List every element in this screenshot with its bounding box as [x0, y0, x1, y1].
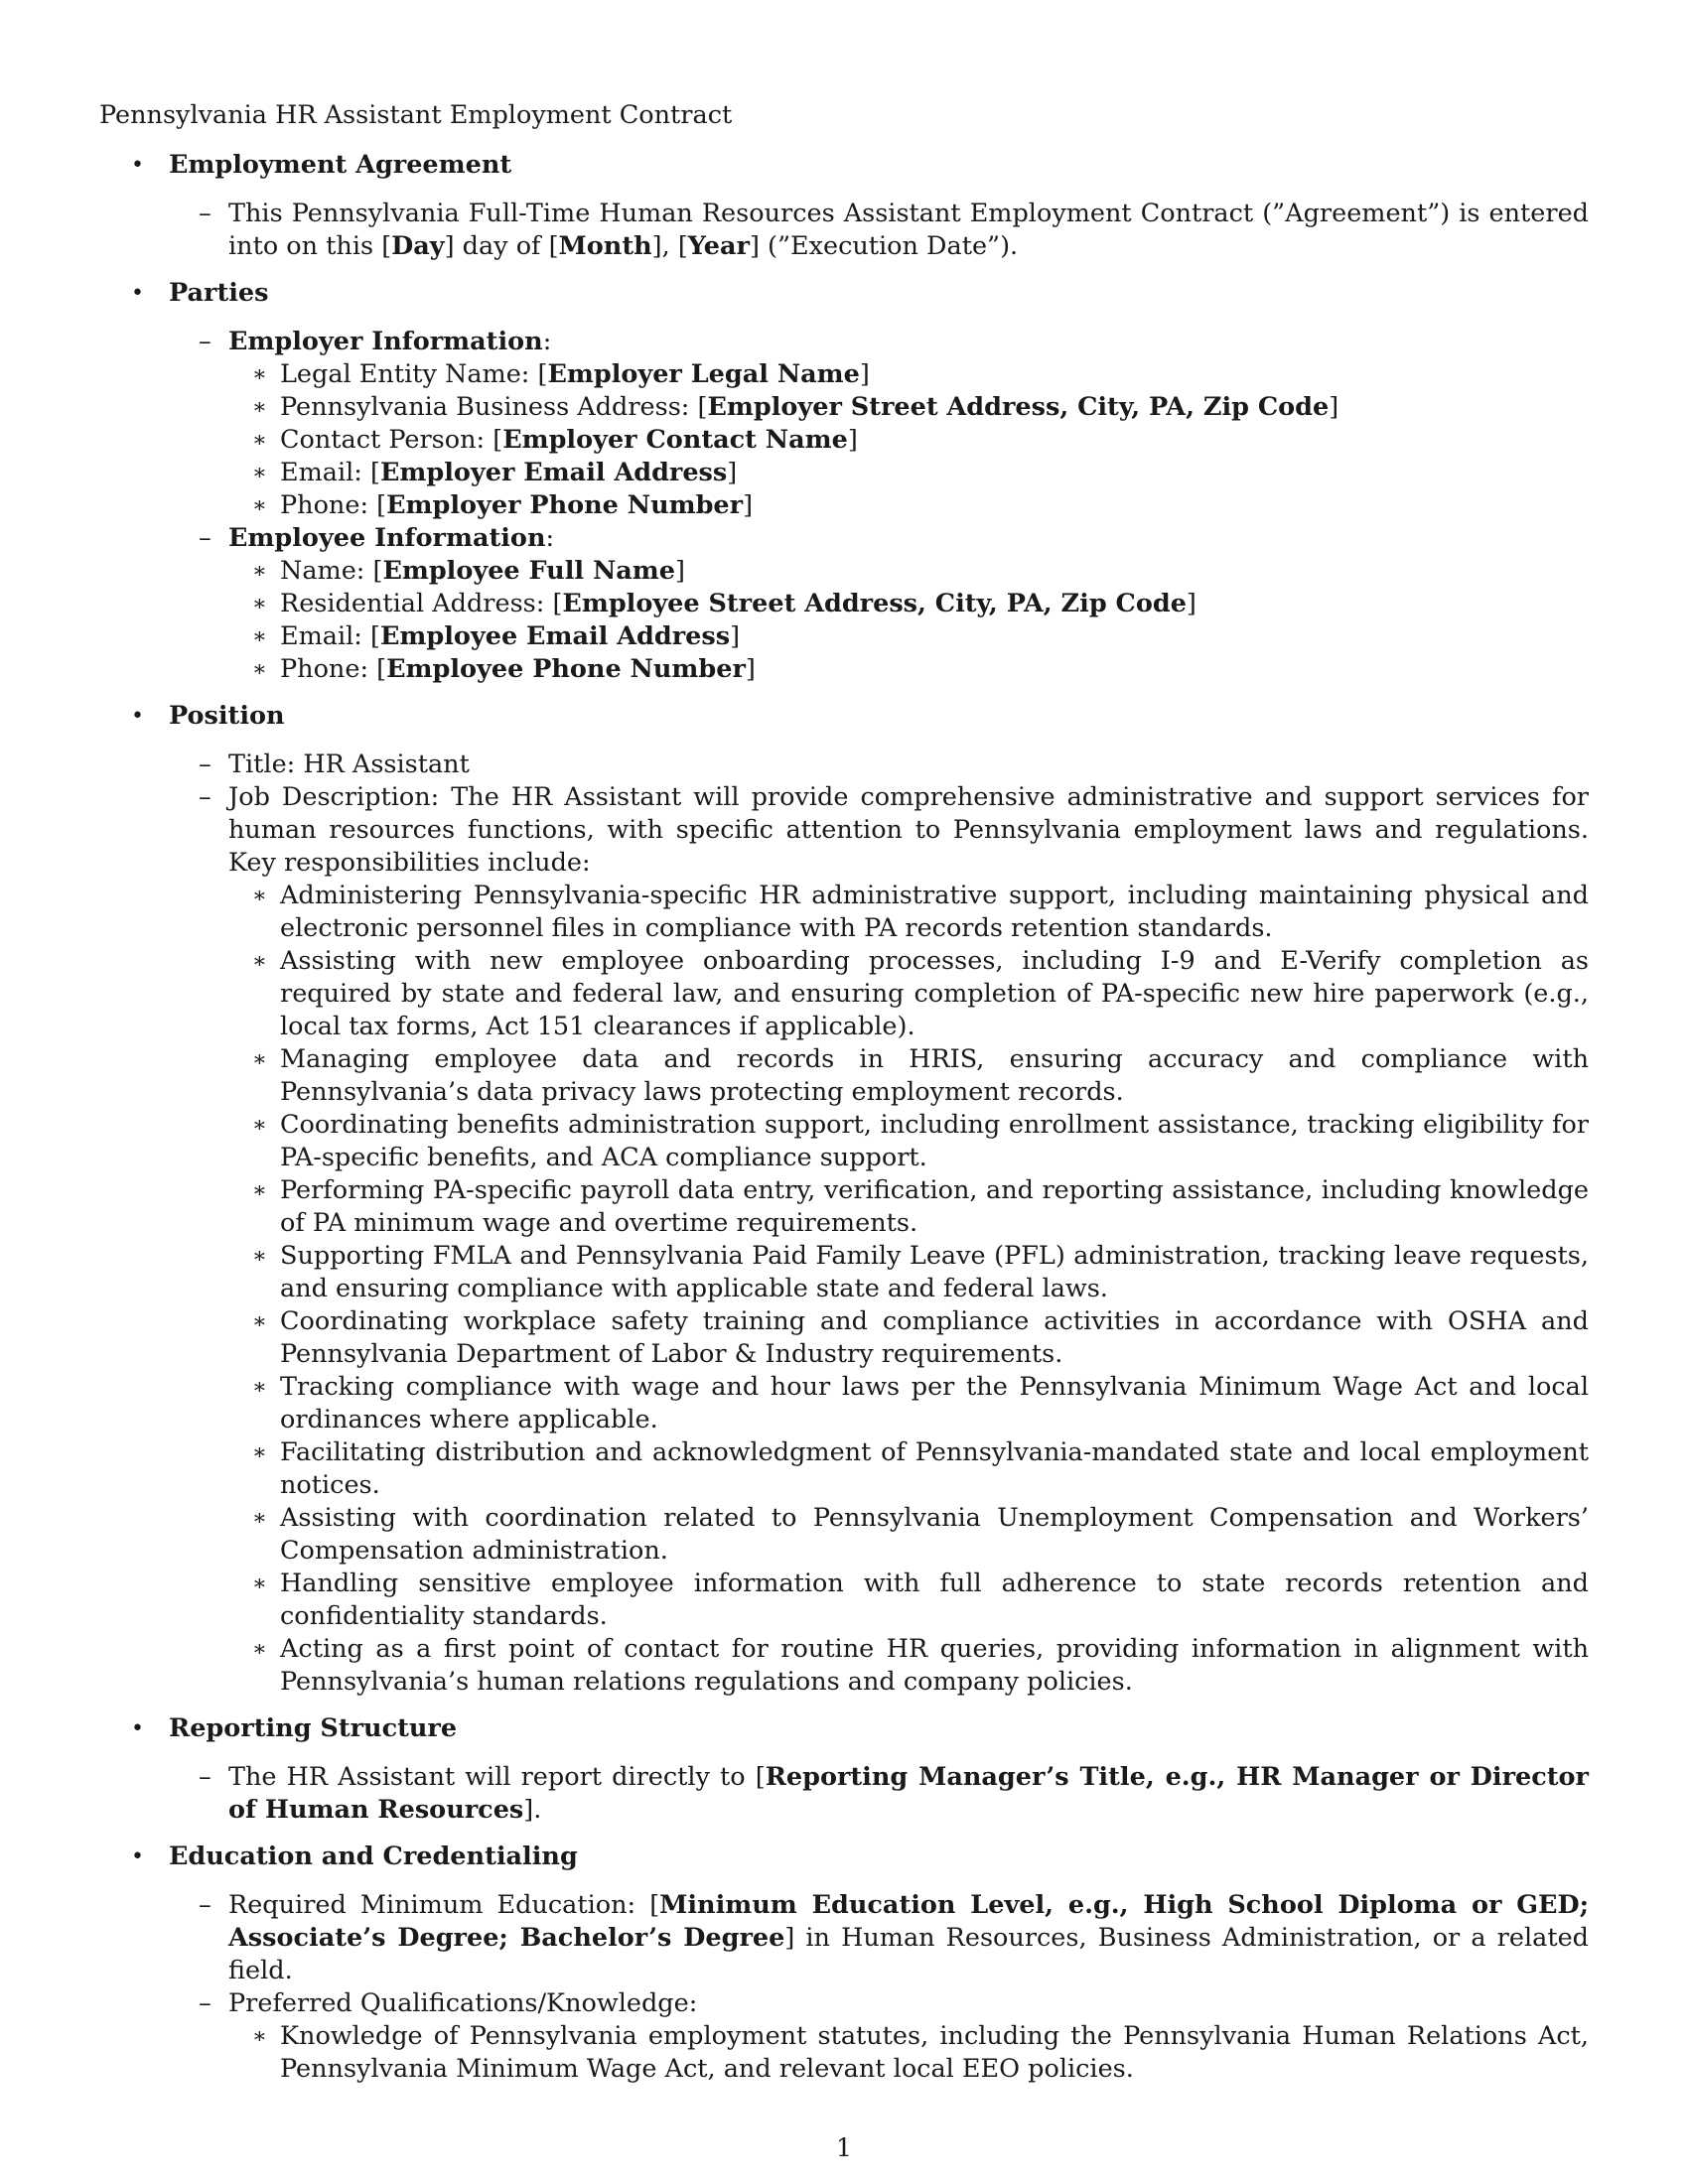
- list-item: ∗ Managing employee data and records in HRIS, ensuring accuracy and compliance with Pennsylvania’s data privacy laws protecting employment records.: [252, 1044, 1589, 1107]
- list-item: ∗ Tracking compliance with wage and hour laws per the Pennsylvania Minimum Wage Act and local ordinances where applicable.: [252, 1372, 1589, 1434]
- asterisk-icon: ∗: [252, 2024, 267, 2049]
- asterisk-icon: ∗: [252, 1506, 267, 1531]
- dash-icon: –: [199, 750, 211, 779]
- document-body: [99, 149, 1589, 2100]
- list-item: ∗ Pennsylvania Business Address: [Employer Street Address, City, PA, Zip Code]: [252, 392, 1339, 422]
- list-item: – This Pennsylvania Full-Time Human Resources Assistant Employment Contract (”Agreement”) is entered into on this [Day] day of [Month], [Year] (”Execution Date”).: [199, 199, 1589, 261]
- list-item: ∗ Phone: [Employer Phone Number]: [252, 490, 754, 520]
- asterisk-icon: ∗: [252, 1178, 267, 1203]
- asterisk-icon: ∗: [252, 461, 267, 485]
- dash-icon: –: [199, 327, 211, 356]
- asterisk-icon: ∗: [252, 1637, 267, 1662]
- list-item: ∗ Phone: [Employee Phone Number]: [252, 654, 756, 684]
- dash-icon: –: [199, 1762, 211, 1792]
- placeholder-education-level: Minimum Education Level, e.g., High School Diploma or GED; Associate’s Degree; Bachelor’s Degree: [228, 1890, 1589, 1953]
- asterisk-icon: ∗: [252, 1571, 267, 1596]
- bullet-icon: •: [131, 704, 144, 729]
- asterisk-icon: ∗: [252, 1309, 267, 1334]
- list-item: ∗ Legal Entity Name: [Employer Legal Name]: [252, 359, 870, 389]
- placeholder-day: Day: [391, 231, 445, 261]
- section-heading: Reporting Structure: [169, 1713, 458, 1743]
- list-item: ∗ Supporting FMLA and Pennsylvania Paid Family Leave (PFL) administration, tracking leave requests, and ensuring compliance with applicable state and federal laws.: [252, 1241, 1589, 1303]
- placeholder-month: Month: [558, 231, 652, 261]
- bullet-icon: •: [131, 153, 144, 178]
- dash-icon: –: [199, 199, 211, 228]
- list-item: ∗ Email: [Employer Email Address]: [252, 458, 738, 487]
- asterisk-icon: ∗: [252, 559, 267, 584]
- asterisk-icon: ∗: [252, 1375, 267, 1400]
- list-item: ∗ Residential Address: [Employee Street Address, City, PA, Zip Code]: [252, 589, 1196, 618]
- document-title: Pennsylvania HR Assistant Employment Contract: [99, 100, 733, 130]
- list-item: ∗ Name: [Employee Full Name]: [252, 556, 685, 586]
- list-item: ∗ Coordinating workplace safety training and compliance activities in accordance with OSHA and Pennsylvania Department of Labor & Industry requirements.: [252, 1306, 1589, 1369]
- bullet-icon: •: [131, 1844, 144, 1869]
- list-item: ∗ Performing PA-specific payroll data entry, verification, and reporting assistance, including knowledge of PA minimum wage and overtime requirements.: [252, 1175, 1589, 1238]
- section-parties: [99, 277, 1589, 686]
- list-item: ∗ Administering Pennsylvania-specific HR administrative support, including maintaining physical and electronic personnel files in compliance with PA records retention standards.: [252, 881, 1589, 943]
- list-item: ∗ Assisting with coordination related to Pennsylvania Unemployment Compensation and Workers’ Compensation administration.: [252, 1503, 1589, 1566]
- section-heading: Position: [169, 701, 285, 731]
- list-item: ∗ Contact Person: [Employer Contact Name]: [252, 425, 858, 455]
- asterisk-icon: ∗: [252, 428, 267, 453]
- asterisk-icon: ∗: [252, 592, 267, 616]
- employer-information: – Employer Information: ∗ Legal Entity Name: [Employer Legal Name] ∗ Pennsylvania Business Address: [Employer Street Address, City, PA, Zip Code] ∗ Contact Person: [Employer Contact Name] ∗ Email: [Employer Email Address] ∗ Phone: [Employer Phone Number]: [169, 326, 1589, 522]
- bullet-icon: •: [131, 1716, 144, 1741]
- list-item: – Required Minimum Education: [Minimum Education Level, e.g., High School Diploma or GED; Associate’s Degree; Bachelor’s Degree] in Human Resources, Business Administration, or a related field.: [199, 1890, 1589, 1985]
- asterisk-icon: ∗: [252, 657, 267, 682]
- dash-icon: –: [199, 1890, 211, 1920]
- bullet-icon: •: [131, 281, 144, 306]
- asterisk-icon: ∗: [252, 1244, 267, 1269]
- section-heading: Employment Agreement: [169, 150, 512, 180]
- list-item: ∗ Knowledge of Pennsylvania employment statutes, including the Pennsylvania Human Relations Act, Pennsylvania Minimum Wage Act, and relevant local EEO policies.: [252, 2021, 1589, 2084]
- section-heading: Parties: [169, 278, 269, 308]
- asterisk-icon: ∗: [252, 1113, 267, 1138]
- asterisk-icon: ∗: [252, 362, 267, 387]
- list-item: ∗ Facilitating distribution and acknowledgment of Pennsylvania-mandated state and local employment notices.: [252, 1437, 1589, 1500]
- section-reporting-structure: [99, 1712, 1589, 1827]
- list-item: ∗ Email: [Employee Email Address]: [252, 621, 741, 651]
- asterisk-icon: ∗: [252, 884, 267, 908]
- dash-icon: –: [199, 1988, 211, 2018]
- dash-icon: –: [199, 523, 211, 553]
- preferred-qualifications: – Preferred Qualifications/Knowledge: ∗ Knowledge of Pennsylvania employment statutes, including the Pennsylvania Human Relations Act, Pennsylvania Minimum Wage Act, and relevant local EEO policies.: [199, 1988, 1589, 2084]
- section-education: [99, 1841, 1589, 2086]
- list-item: – Title: HR Assistant: [199, 750, 470, 779]
- placeholder-year: Year: [687, 231, 750, 261]
- asterisk-icon: ∗: [252, 493, 267, 518]
- list-item: ∗ Handling sensitive employee information with full adherence to state records retention and confidentiality standards.: [252, 1569, 1589, 1631]
- list-item: ∗ Assisting with new employee onboarding processes, including I-9 and E-Verify completion as required by state and federal law, and ensuring completion of PA-specific new hire paperwork (e.g., local tax forms, Act 151 clearances if applicable).: [252, 946, 1589, 1041]
- list-item: ∗ Acting as a first point of contact for routine HR queries, providing information in alignment with Pennsylvania’s human relations regulations and company policies.: [252, 1634, 1589, 1697]
- page-number: 1: [835, 2133, 853, 2163]
- asterisk-icon: ∗: [252, 1047, 267, 1072]
- asterisk-icon: ∗: [252, 395, 267, 420]
- dash-icon: –: [199, 782, 211, 812]
- section-employment-agreement: [99, 149, 1589, 263]
- asterisk-icon: ∗: [252, 1440, 267, 1465]
- section-position: [99, 700, 1589, 1699]
- list-item: ∗ Coordinating benefits administration support, including enrollment assistance, tracking eligibility for PA-specific benefits, and ACA compliance support.: [252, 1110, 1589, 1172]
- asterisk-icon: ∗: [252, 624, 267, 649]
- placeholder-reporting-manager: Reporting Manager’s Title, e.g., HR Manager or Director of Human Resources: [228, 1762, 1589, 1825]
- section-heading: Education and Credentialing: [169, 1842, 578, 1871]
- asterisk-icon: ∗: [252, 949, 267, 974]
- employee-information: – Employee Information: ∗ Name: [Employee Full Name] ∗ Residential Address: [Employee Street Address, City, PA, Zip Code] ∗ Email: [Employee Email Address] ∗ Phone: [Employee Phone Number]: [169, 522, 1589, 686]
- job-description: – Job Description: The HR Assistant will provide comprehensive administrative and support services for human resources functions, with specific attention to Pennsylvania employment laws and regulations. Key responsibilities include: ∗ Administering Pennsylvania-specific HR administrative support, including maintaining physical and electronic personnel files in compliance with PA records retention standards. ∗ Assisting with new employee onboarding processes, including I-9 and E-Verify completion as required by state and federal law, and ensuring completion of PA-specific new hire paperwork (e.g., local tax forms, Act 151 clearances if applicable). ∗ Managing employee data and records in HRIS, ensuring accuracy and compliance with Pennsylvania’s data privacy laws protecting employment records. ∗ Coordinating benefits administration support, including enrollment assistance, tracking eligibility for PA-specific benefits, and ACA compliance support. ∗ Performing PA-specific payroll data entry, verification, and reporting assistance, including knowledge of PA minimum wage and overtime requirements. ∗ Supporting FMLA and Pennsylvania Paid Family Leave (PFL) administration, tracking leave requests, and ensuring compliance with applicable state and federal laws. ∗ Coordinating workplace safety training and compliance activities in accordance with OSHA and Pennsylvania Department of Labor & Industry requirements. ∗ Tracking compliance with wage and hour laws per the Pennsylvania Minimum Wage Act and local ordinances where applicable. ∗ Facilitating distribution and acknowledgment of Pennsylvania-mandated state and local employment notices. ∗ Assisting with coordination related to Pennsylvania Unemployment Compensation and Workers’ Compensation administration. ∗ Handling sensitive employee information with full adherence to state records retention and confidentiality standards. ∗ Acting as a first point of contact for routine HR queries, providing information in alignment with Pennsylvania’s human relations regulations and company policies.: [199, 782, 1589, 1697]
- list-item: – The HR Assistant will report directly to [Reporting Manager’s Title, e.g., HR Manager or Director of Human Resources].: [199, 1762, 1589, 1825]
